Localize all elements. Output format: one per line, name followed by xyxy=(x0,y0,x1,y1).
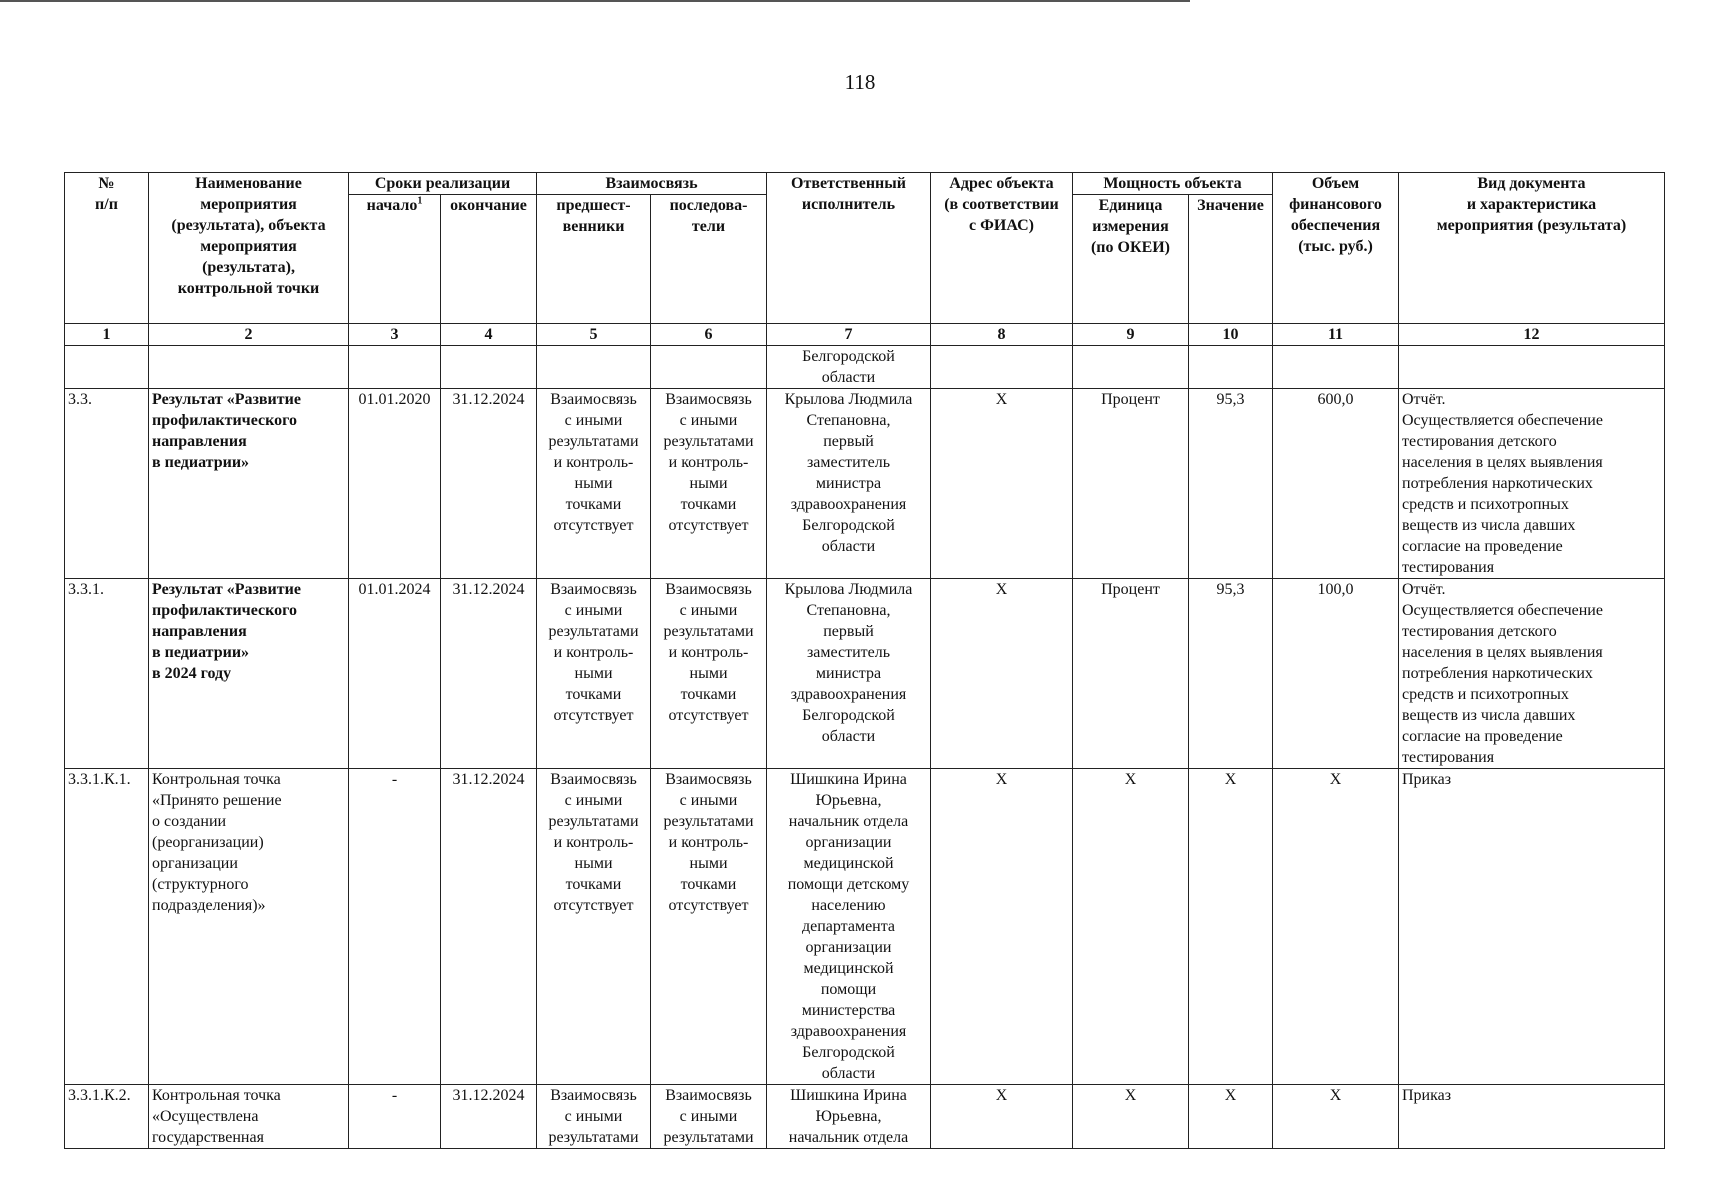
cell-doc: Отчёт. Осуществляется обеспечение тестирования детского населения в целях выявления потребления наркотических средств и психотропных веществ из числа давших согласие на проведение тестирования xyxy=(1399,579,1665,769)
column-number: 4 xyxy=(441,324,537,346)
table-row xyxy=(65,769,1665,1085)
cell-name: Результат «Развитие профилактического направления в педиатрии» xyxy=(149,389,349,579)
header-value: Значение xyxy=(1189,195,1273,324)
column-number: 9 xyxy=(1073,324,1189,346)
cell-address: X xyxy=(931,769,1073,1085)
cell-empty xyxy=(1399,346,1665,389)
cell-start: 01.01.2020 xyxy=(349,389,441,579)
cell-empty xyxy=(149,346,349,389)
header-doc: Вид документа и характеристика мероприятия (результата) xyxy=(1399,173,1665,324)
page-number: 118 xyxy=(844,70,876,94)
column-number: 10 xyxy=(1189,324,1273,346)
cell-num: 3.3. xyxy=(65,389,149,579)
cell-empty xyxy=(65,346,149,389)
cell-empty xyxy=(651,346,767,389)
header-responsible: Ответственный исполнитель xyxy=(767,173,931,324)
cell-empty xyxy=(1189,346,1273,389)
cell-responsible: Шишкина Ирина Юрьевна, начальник отдела xyxy=(767,1085,931,1149)
header-unit: Единица измерения (по ОКЕИ) xyxy=(1073,195,1189,324)
plan-table xyxy=(64,172,1665,1149)
cell-value: 95,3 xyxy=(1189,389,1273,579)
cell-responsible: Крылова Людмила Степановна, первый заместитель министра здравоохранения Белгородской области xyxy=(767,389,931,579)
cell-empty xyxy=(1273,346,1399,389)
cell-doc: Отчёт. Осуществляется обеспечение тестирования детского населения в целях выявления потребления наркотических средств и психотропных веществ из числа давших согласие на проведение тестирования xyxy=(1399,389,1665,579)
cell-empty xyxy=(1073,346,1189,389)
cell-end: 31.12.2024 xyxy=(441,579,537,769)
cell-unit: Процент xyxy=(1073,389,1189,579)
header-finance: Объем финансового обеспечения (тыс. руб.) xyxy=(1273,173,1399,324)
header-start-label: начало xyxy=(366,197,418,214)
cell-end: 31.12.2024 xyxy=(441,1085,537,1149)
cell-empty xyxy=(349,346,441,389)
column-number-row xyxy=(65,324,1665,346)
cell-num: 3.3.1.К.2. xyxy=(65,1085,149,1149)
header-relation: Взаимосвязь xyxy=(537,173,767,195)
column-number: 2 xyxy=(149,324,349,346)
cell-value: X xyxy=(1189,1085,1273,1149)
cell-predecessors: Взаимосвязь с иными результатами и контроль- ными точками отсутствует xyxy=(537,579,651,769)
column-number: 6 xyxy=(651,324,767,346)
cell-unit: X xyxy=(1073,769,1189,1085)
cell-name: Контрольная точка «Осуществлена государственная xyxy=(149,1085,349,1149)
column-number: 8 xyxy=(931,324,1073,346)
column-number: 5 xyxy=(537,324,651,346)
header-row-top xyxy=(65,173,1665,195)
header-start xyxy=(349,195,441,324)
cell-end: 31.12.2024 xyxy=(441,769,537,1085)
cell-predecessors: Взаимосвязь с иными результатами и контроль- ными точками отсутствует xyxy=(537,389,651,579)
column-number: 1 xyxy=(65,324,149,346)
cell-successors: Взаимосвязь с иными результатами и контроль- ными точками отсутствует xyxy=(651,579,767,769)
cell-unit: Процент xyxy=(1073,579,1189,769)
cell-finance: 600,0 xyxy=(1273,389,1399,579)
cell-name: Контрольная точка «Принято решение о создании (реорганизации) организации (структурного подразделения)» xyxy=(149,769,349,1085)
header-terms: Сроки реализации xyxy=(349,173,537,195)
column-number: 3 xyxy=(349,324,441,346)
header-num: № п/п xyxy=(65,173,149,324)
header-capacity: Мощность объекта xyxy=(1073,173,1273,195)
cell-address: X xyxy=(931,389,1073,579)
cell-empty xyxy=(537,346,651,389)
cell-address: X xyxy=(931,579,1073,769)
header-end: окончание xyxy=(441,195,537,324)
cell-doc: Приказ xyxy=(1399,769,1665,1085)
table-row xyxy=(65,389,1665,579)
cell-value: 95,3 xyxy=(1189,579,1273,769)
cell-end: 31.12.2024 xyxy=(441,389,537,579)
cell-successors: Взаимосвязь с иными результатами и контроль- ными точками отсутствует xyxy=(651,769,767,1085)
cell-name: Результат «Развитие профилактического направления в педиатрии» в 2024 году xyxy=(149,579,349,769)
column-number: 7 xyxy=(767,324,931,346)
cell-empty xyxy=(441,346,537,389)
continuation-row xyxy=(65,346,1665,389)
cell-finance: X xyxy=(1273,1085,1399,1149)
cell-empty xyxy=(931,346,1073,389)
cell-start: 01.01.2024 xyxy=(349,579,441,769)
cell-address: X xyxy=(931,1085,1073,1149)
cell-value: X xyxy=(1189,769,1273,1085)
cell-predecessors: Взаимосвязь с иными результатами xyxy=(537,1085,651,1149)
cell-unit: X xyxy=(1073,1085,1189,1149)
cell-predecessors: Взаимосвязь с иными результатами и контроль- ными точками отсутствует xyxy=(537,769,651,1085)
cell-finance: 100,0 xyxy=(1273,579,1399,769)
cell-num: 3.3.1.К.1. xyxy=(65,769,149,1085)
header-successors: последова- тели xyxy=(651,195,767,324)
column-number: 12 xyxy=(1399,324,1665,346)
cell-responsible: Крылова Людмила Степановна, первый заместитель министра здравоохранения Белгородской области xyxy=(767,579,931,769)
cell-start: - xyxy=(349,1085,441,1149)
column-number: 11 xyxy=(1273,324,1399,346)
cell-start: - xyxy=(349,769,441,1085)
cell-responsible: Шишкина Ирина Юрьевна, начальник отдела организации медицинской помощи детскому населению департамента организации медицинской помощи министерства здравоохранения Белгородской области xyxy=(767,769,931,1085)
header-predecessors: предшест- венники xyxy=(537,195,651,324)
table-row xyxy=(65,579,1665,769)
header-address: Адрес объекта (в соответствии с ФИАС) xyxy=(931,173,1073,324)
table-row xyxy=(65,1085,1665,1149)
scan-top-edge xyxy=(0,0,1190,2)
cell-num: 3.3.1. xyxy=(65,579,149,769)
cell-successors: Взаимосвязь с иными результатами xyxy=(651,1085,767,1149)
cell-successors: Взаимосвязь с иными результатами и контроль- ными точками отсутствует xyxy=(651,389,767,579)
header-name: Наименование мероприятия (результата), объекта мероприятия (результата), контрольной точки xyxy=(149,173,349,324)
cell-responsible: Белгородской области xyxy=(767,346,931,389)
header-start-footnote: 1 xyxy=(417,195,423,207)
cell-doc: Приказ xyxy=(1399,1085,1665,1149)
cell-finance: X xyxy=(1273,769,1399,1085)
